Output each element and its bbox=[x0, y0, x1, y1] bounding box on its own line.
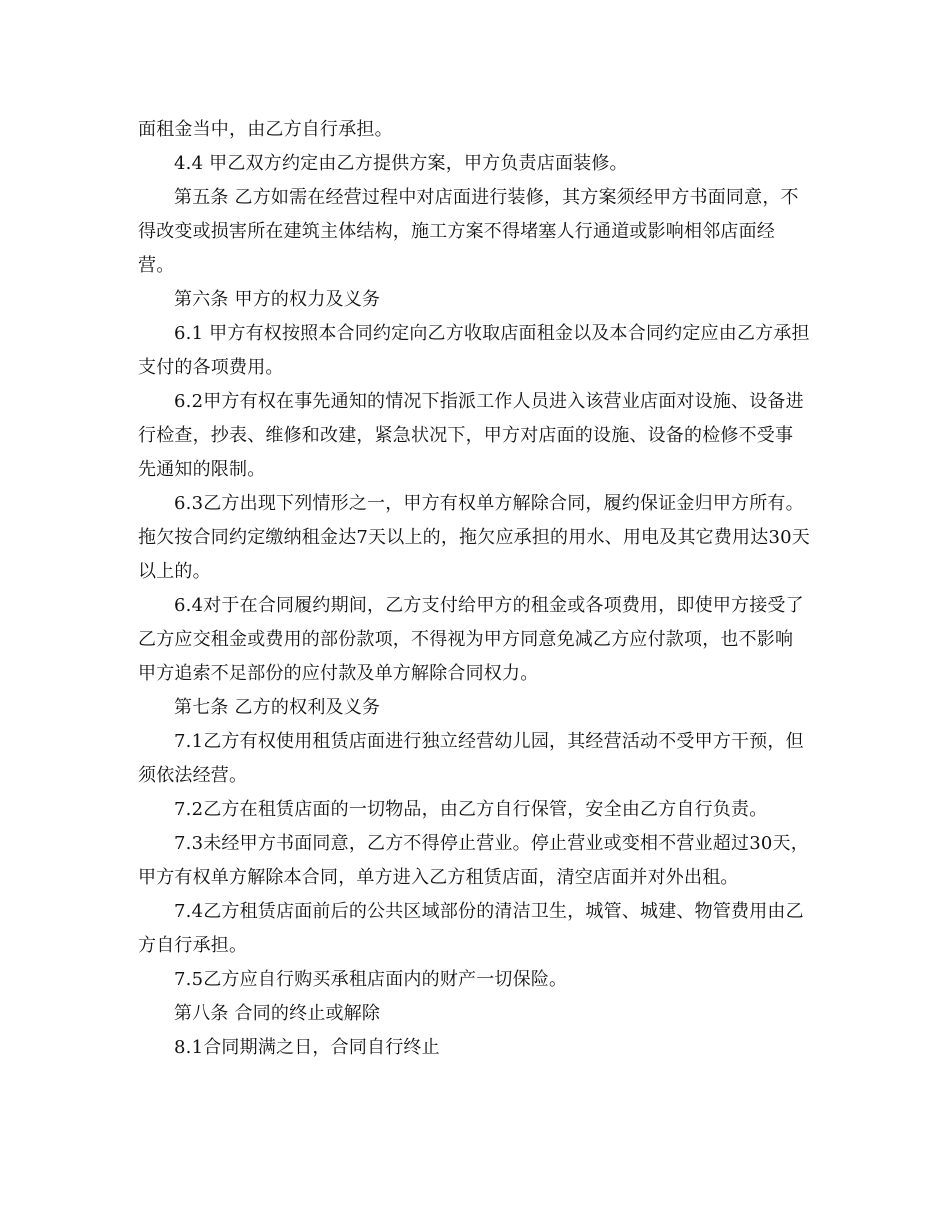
clause-6-1: 6.1 甲方有权按照本合同约定向乙方收取店面租金以及本合同约定应由乙方承担支付的各项费用。 bbox=[138, 323, 810, 378]
clause-4-4: 4.4 甲乙双方约定由乙方提供方案，甲方负责店面装修。 bbox=[174, 153, 628, 174]
clause-7-5: 7.5乙方应自行购买承租店面内的财产一切保险。 bbox=[174, 969, 568, 990]
article-7-heading: 第七条 乙方的权利及义务 bbox=[174, 697, 381, 718]
paragraph: 面租金当中，由乙方自行承担。 bbox=[138, 119, 393, 140]
clause-7-4: 7.4乙方租赁店面前后的公共区域部份的清洁卫生，城管、城建、物管费用由乙方自行承担。 bbox=[138, 901, 804, 956]
article-5: 第五条 乙方如需在经营过程中对店面进行装修，其方案须经甲方书面同意，不得改变或损害所在建筑主体结构，施工方案不得堵塞人行通道或影响相邻店面经营。 bbox=[138, 187, 799, 276]
clause-8-1: 8.1合同期满之日，合同自行终止 bbox=[174, 1037, 440, 1058]
clause-6-2: 6.2甲方有权在事先通知的情况下指派工作人员进入该营业店面对设施、设备进行检查，抄表、维修和改建，紧急状况下，甲方对店面的设施、设备的检修不受事先通知的限制。 bbox=[138, 391, 804, 480]
clause-7-2: 7.2乙方在租赁店面的一切物品，由乙方自行保管，安全由乙方自行负责。 bbox=[174, 799, 768, 820]
clause-7-1: 7.1乙方有权使用租赁店面进行独立经营幼儿园，其经营活动不受甲方干预，但须依法经营。 bbox=[138, 731, 804, 786]
document-body bbox=[138, 113, 810, 1065]
clause-6-4: 6.4对于在合同履约期间，乙方支付给甲方的租金或各项费用，即使甲方接受了乙方应交租金或费用的部份款项，不得视为甲方同意免减乙方应付款项，也不影响甲方追索不足部份的应付款及单方解除合同权力。 bbox=[138, 595, 804, 684]
article-8-heading: 第八条 合同的终止或解除 bbox=[174, 1003, 381, 1024]
clause-6-3: 6.3乙方出现下列情形之一，甲方有权单方解除合同，履约保证金归甲方所有。拖欠按合同约定缴纳租金达7天以上的，拖欠应承担的用水、用电及其它费用达30天以上的。 bbox=[138, 493, 810, 582]
article-6-heading: 第六条 甲方的权力及义务 bbox=[174, 289, 381, 310]
clause-7-3: 7.3未经甲方书面同意，乙方不得停止营业。停止营业或变相不营业超过30天，甲方有权单方解除本合同，单方进入乙方租赁店面，清空店面并对外出租。 bbox=[138, 833, 809, 888]
